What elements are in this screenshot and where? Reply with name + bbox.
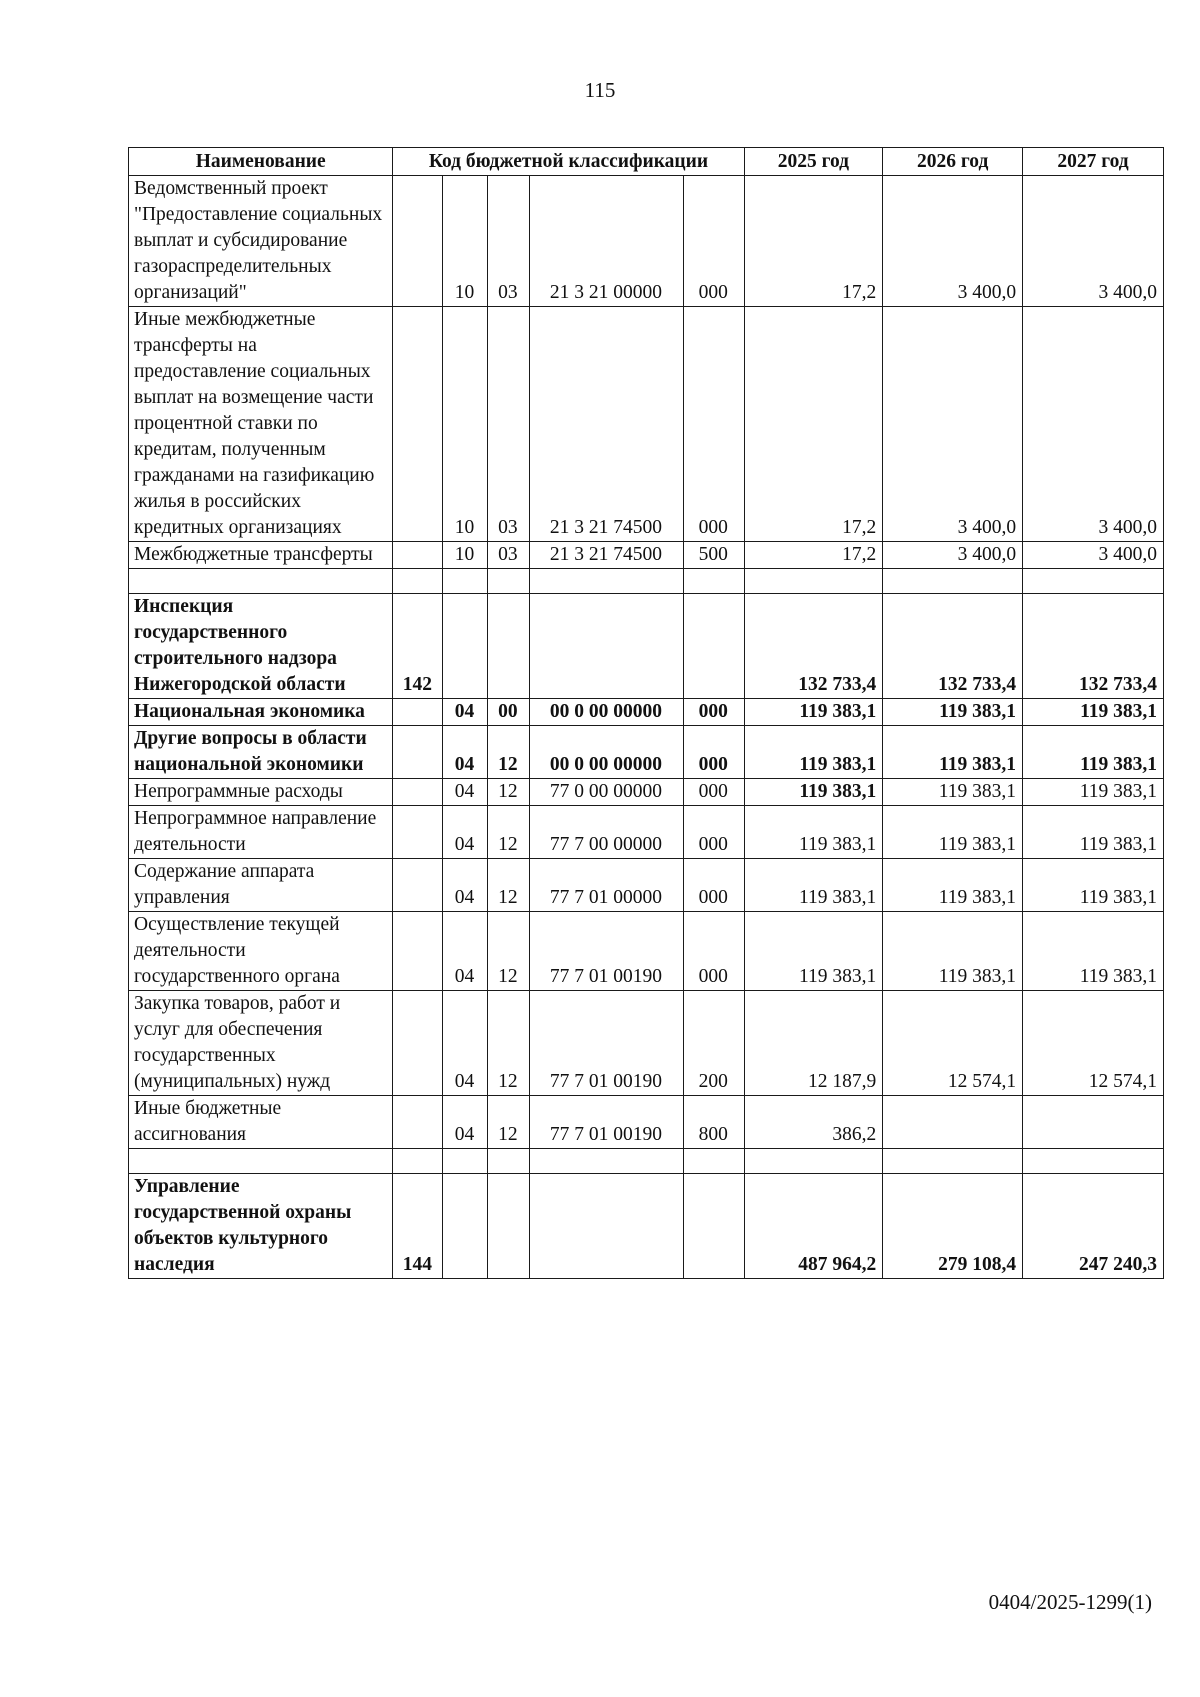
row-2027: 119 383,1 [1023, 699, 1164, 726]
table-row [129, 859, 1164, 912]
row-ved [393, 307, 443, 542]
row-2026: 132 733,4 [883, 594, 1023, 699]
row-ved [393, 726, 443, 779]
row-pr: 12 [487, 1096, 529, 1149]
header-2025: 2025 год [744, 148, 883, 176]
header-code: Код бюджетной классификации [393, 148, 744, 176]
row-csr: 00 0 00 00000 [529, 726, 683, 779]
row-2027: 119 383,1 [1023, 779, 1164, 806]
header-2026: 2026 год [883, 148, 1023, 176]
row-2025: 119 383,1 [744, 912, 883, 991]
row-csr: 77 7 01 00190 [529, 912, 683, 991]
row-rz: 04 [443, 699, 487, 726]
row-2025: 132 733,4 [744, 594, 883, 699]
row-name: Содержание аппарата управления [129, 859, 393, 912]
row-vr [683, 1174, 744, 1279]
row-rz: 04 [443, 859, 487, 912]
row-2026: 119 383,1 [883, 806, 1023, 859]
row-name: Ведомственный проект "Предоставление социальных выплат и субсидирование газораспределительных организаций" [129, 176, 393, 307]
row-2026: 119 383,1 [883, 859, 1023, 912]
row-2027: 119 383,1 [1023, 912, 1164, 991]
row-name: Непрограммные расходы [129, 779, 393, 806]
row-2025: 17,2 [744, 307, 883, 542]
row-2026: 119 383,1 [883, 779, 1023, 806]
row-2025: 119 383,1 [744, 806, 883, 859]
row-csr: 77 7 01 00000 [529, 859, 683, 912]
row-ved: 144 [393, 1174, 443, 1279]
row-pr: 12 [487, 912, 529, 991]
row-csr: 21 3 21 74500 [529, 307, 683, 542]
row-name: Инспекция государственного строительного надзора Нижегородской области [129, 594, 393, 699]
row-2026 [883, 1096, 1023, 1149]
table-row [129, 726, 1164, 779]
row-name: Управление государственной охраны объектов культурного наследия [129, 1174, 393, 1279]
row-csr [529, 594, 683, 699]
table-row [129, 594, 1164, 699]
row-2025: 12 187,9 [744, 991, 883, 1096]
document-code: 0404/2025-1299(1) [988, 1590, 1152, 1614]
row-pr: 03 [487, 176, 529, 307]
row-2027: 119 383,1 [1023, 806, 1164, 859]
table-row [129, 542, 1164, 569]
row-pr: 03 [487, 542, 529, 569]
row-2025: 119 383,1 [744, 726, 883, 779]
table-row [129, 1174, 1164, 1279]
page-number: 115 [584, 78, 616, 102]
row-ved [393, 779, 443, 806]
header-2027: 2027 год [1023, 148, 1164, 176]
row-rz: 04 [443, 806, 487, 859]
row-rz: 10 [443, 307, 487, 542]
header-name: Наименование [129, 148, 393, 176]
row-vr: 000 [683, 699, 744, 726]
row-csr: 21 3 21 74500 [529, 542, 683, 569]
row-rz: 04 [443, 779, 487, 806]
row-2027: 12 574,1 [1023, 991, 1164, 1096]
row-2027: 119 383,1 [1023, 726, 1164, 779]
row-vr: 000 [683, 176, 744, 307]
row-vr: 800 [683, 1096, 744, 1149]
row-ved [393, 176, 443, 307]
row-csr [529, 1174, 683, 1279]
row-vr: 000 [683, 726, 744, 779]
row-2027: 3 400,0 [1023, 542, 1164, 569]
row-vr: 000 [683, 859, 744, 912]
row-ved [393, 991, 443, 1096]
row-2027: 3 400,0 [1023, 176, 1164, 307]
row-2025: 386,2 [744, 1096, 883, 1149]
row-name: Иные бюджетные ассигнования [129, 1096, 393, 1149]
row-2026: 3 400,0 [883, 542, 1023, 569]
table-row [129, 307, 1164, 542]
row-2027 [1023, 1096, 1164, 1149]
row-2025: 17,2 [744, 542, 883, 569]
table-row [129, 1096, 1164, 1149]
row-name: Другие вопросы в области национальной экономики [129, 726, 393, 779]
row-vr: 200 [683, 991, 744, 1096]
row-pr: 12 [487, 806, 529, 859]
row-pr: 03 [487, 307, 529, 542]
row-vr: 500 [683, 542, 744, 569]
row-vr: 000 [683, 806, 744, 859]
row-rz: 04 [443, 726, 487, 779]
row-rz: 10 [443, 176, 487, 307]
row-pr [487, 594, 529, 699]
row-rz [443, 594, 487, 699]
row-2027: 119 383,1 [1023, 859, 1164, 912]
row-2026: 12 574,1 [883, 991, 1023, 1096]
budget-table [128, 147, 1164, 1279]
table-row [129, 991, 1164, 1096]
row-vr [683, 594, 744, 699]
row-2026: 279 108,4 [883, 1174, 1023, 1279]
row-2025: 119 383,1 [744, 699, 883, 726]
row-ved [393, 1096, 443, 1149]
row-csr: 77 7 01 00190 [529, 1096, 683, 1149]
row-csr: 77 0 00 00000 [529, 779, 683, 806]
table-spacer-row [129, 1149, 1164, 1174]
row-csr: 77 7 00 00000 [529, 806, 683, 859]
row-2026: 119 383,1 [883, 726, 1023, 779]
row-vr: 000 [683, 912, 744, 991]
row-rz: 04 [443, 991, 487, 1096]
row-ved [393, 859, 443, 912]
row-vr: 000 [683, 779, 744, 806]
row-rz: 10 [443, 542, 487, 569]
row-ved [393, 699, 443, 726]
table-row [129, 779, 1164, 806]
row-2027: 247 240,3 [1023, 1174, 1164, 1279]
row-vr: 000 [683, 307, 744, 542]
row-ved [393, 912, 443, 991]
table-header-row [129, 148, 1164, 176]
row-2025: 17,2 [744, 176, 883, 307]
row-rz: 04 [443, 1096, 487, 1149]
row-2026: 3 400,0 [883, 307, 1023, 542]
table-row [129, 806, 1164, 859]
row-name: Иные межбюджетные трансферты на предоставление социальных выплат на возмещение части процентной ставки по кредитам, полученным гражданами на газификацию жилья в российских кредитных организациях [129, 307, 393, 542]
row-2026: 119 383,1 [883, 912, 1023, 991]
table-spacer-row [129, 569, 1164, 594]
row-pr [487, 1174, 529, 1279]
row-2026: 119 383,1 [883, 699, 1023, 726]
row-ved [393, 806, 443, 859]
row-2025: 119 383,1 [744, 779, 883, 806]
row-rz: 04 [443, 912, 487, 991]
row-ved: 142 [393, 594, 443, 699]
row-csr: 21 3 21 00000 [529, 176, 683, 307]
row-csr: 77 7 01 00190 [529, 991, 683, 1096]
row-2025: 487 964,2 [744, 1174, 883, 1279]
row-2027: 132 733,4 [1023, 594, 1164, 699]
row-name: Осуществление текущей деятельности государственного органа [129, 912, 393, 991]
row-2027: 3 400,0 [1023, 307, 1164, 542]
row-2025: 119 383,1 [744, 859, 883, 912]
row-pr: 00 [487, 699, 529, 726]
row-ved [393, 542, 443, 569]
row-pr: 12 [487, 991, 529, 1096]
row-name: Непрограммное направление деятельности [129, 806, 393, 859]
row-name: Национальная экономика [129, 699, 393, 726]
table-row [129, 912, 1164, 991]
table-row [129, 176, 1164, 307]
row-rz [443, 1174, 487, 1279]
row-name: Закупка товаров, работ и услуг для обеспечения государственных (муниципальных) нужд [129, 991, 393, 1096]
row-2026: 3 400,0 [883, 176, 1023, 307]
row-csr: 00 0 00 00000 [529, 699, 683, 726]
table-row [129, 699, 1164, 726]
row-pr: 12 [487, 859, 529, 912]
row-name: Межбюджетные трансферты [129, 542, 393, 569]
row-pr: 12 [487, 779, 529, 806]
row-pr: 12 [487, 726, 529, 779]
